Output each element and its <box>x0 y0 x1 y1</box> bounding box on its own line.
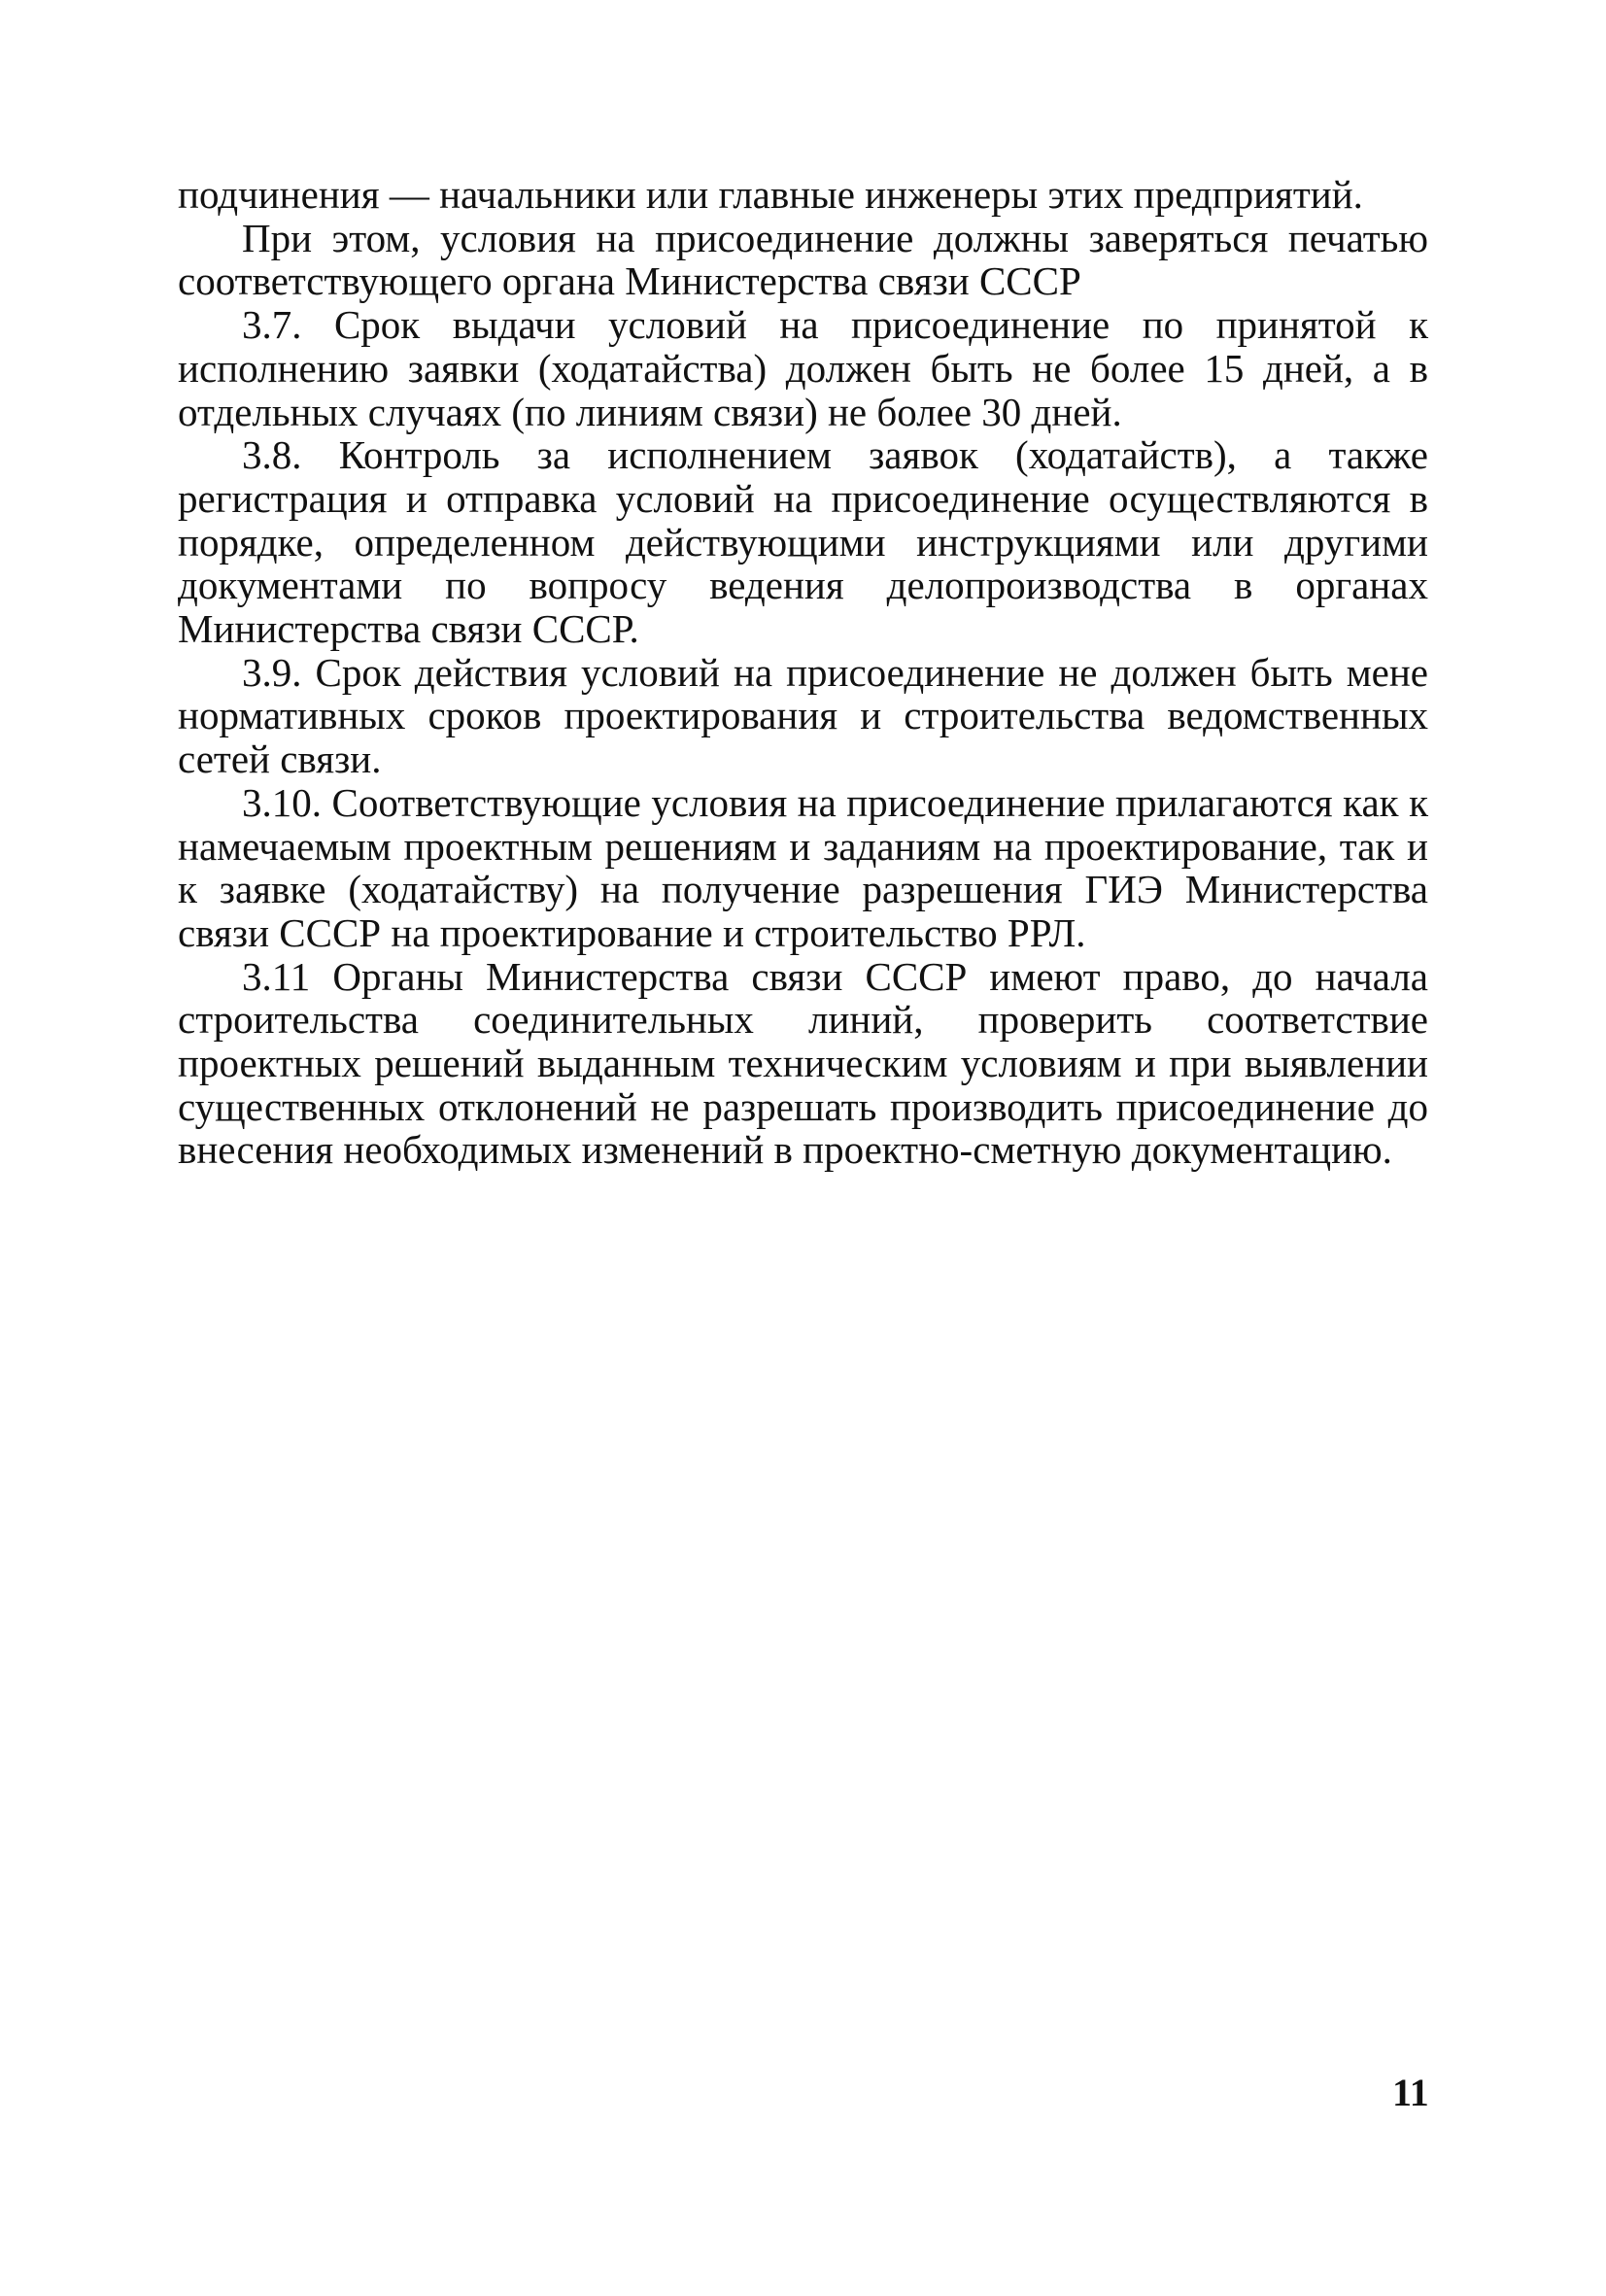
paragraph-3-7: 3.7. Срок выдачи условий на присоединение по принятой к исполнению заявки (ходатайства) должен быть не более 15 дней, а в отдельных случаях (по линиям связи) не более 30 дней. <box>178 302 1428 434</box>
page-number: 11 <box>1392 2071 1429 2114</box>
paragraph-seal-requirement: При этом, условия на присоединение должны заверяться печатью соответствующего органа Министерства связи СССР <box>178 215 1428 304</box>
paragraph-3-10: 3.10. Соответствующие условия на присоединение прилагаются как к намечаемым проектным решениям и заданиям на проектирование, так и к заявке (ходатайству) на получение разрешения ГИЭ Министерства связи СССР на проектирование и строительство РРЛ. <box>178 779 1428 955</box>
paragraph-continuation: подчинения — начальники или главные инженеры этих предприятий. <box>178 172 1363 217</box>
paragraph-3-8: 3.8. Контроль за исполнением заявок (ходатайств), а также регистрация и отправка условий на присоединение осуществляются в порядке, определенном действующими инструкциями или другими документами по вопросу ведения делопроизводства в органах Министерства связи СССР. <box>178 432 1428 652</box>
paragraph-3-11: 3.11 Органы Министерства связи СССР имеют право, до начала строительства соединительных линий, проверить соответствие проектных решений выданным техническим условиям и при выявлении существенных отклонений не разрешать производить присоединение до внесения необходимых изменений в проектно-сметную документацию. <box>178 953 1428 1173</box>
body-text <box>178 173 1428 1172</box>
paragraph-3-9: 3.9. Срок действия условий на присоединение не должен быть мене нормативных сроков проектирования и строительства ведомственных сетей связи. <box>178 649 1428 782</box>
